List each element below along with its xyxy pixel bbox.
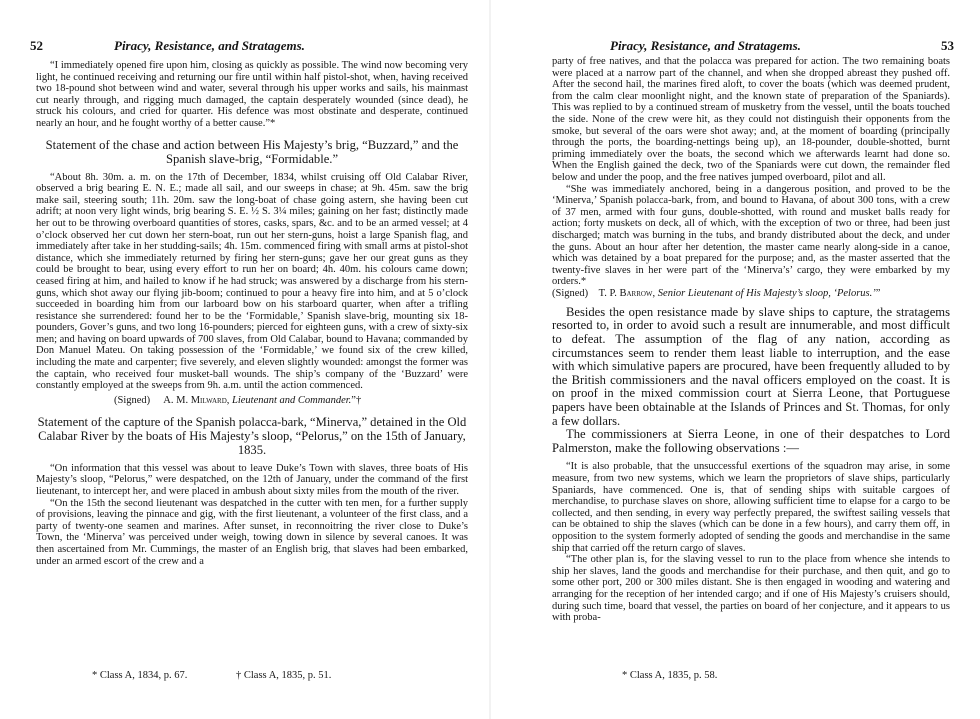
left-page-header [30, 38, 468, 56]
signatory-name: A. M. Milward, [163, 394, 230, 406]
page-number: 53 [941, 38, 954, 53]
right-page-header [552, 38, 954, 56]
signed-label: (Signed) [114, 394, 151, 406]
right-page [490, 0, 980, 719]
running-title: Piracy, Resistance, and Stratagems. [114, 38, 305, 53]
running-title: Piracy, Resistance, and Stratagems. [610, 38, 801, 53]
quote-paragraph: “On information that this vessel was about to leave Duke’s Town with slaves, three boats of His Majesty’s sloop, “Pelorus,” were despatched, on the 12th of January, under the command of the first lieutenant, to intercept her, and were placed in ambush about sixty miles from the mouth of the river. [36, 462, 468, 498]
quote-paragraph: “The other plan is, for the slaving vessel to run to the place from whence she intends to ship her slaves, land the goods and merchandise for their purchase, and then quit, and go to some other port, 200 or 300 miles distant. She is then engaged in wooding and watering and arranging for the reception of her intended cargo; and if one of His Majesty’s cruisers should, during such time, board that vessel, the parties on board of her conjecture, and it appears to us with proba- [552, 554, 950, 624]
quote-paragraph: “I immediately opened fire upon him, closing as quickly as possible. The wind now becoming very light, he continued receiving and returning our fire until within half pistol-shot, when, having received two 18-pound shot between wind and water, several through his upper works and sails, his mainmast cut nearly through, and rigging much damaged, the captain desperately wounded (since dead), he struck his colours, and cried for quarter. His defence was most obstinate and desperate, continued nearly an hour, and he fought worthy of a better cause.”* [36, 60, 468, 129]
footnotes [622, 670, 763, 681]
quote-paragraph: “On the 15th the second lieutenant was despatched in the cutter with ten men, for a further supply of provisions, leaving the pinnace and gig, with the first lieutenant, a volunteer of the first class, and a party of twenty-one seamen and marines. After sunset, in reconnoitring the river close to Duke’s Town, the ‘Minerva’ was perceived under weigh, towing down in silence by several canoes. It was then ascertained from Mr. Cummings, the master of an English brig, that slaves had been embarked, under an armed escort of the crew and a [36, 497, 468, 567]
signature-line [114, 395, 468, 407]
quote-paragraph: “About 8h. 30m. a. m. on the 17th of December, 1834, whilst cruising off Old Calabar River, observed a brig bearing E. N. E.; made all sail, and our sweeps in chase; at 9h. 45m. saw the brig make sail, steering south; 11h. 20m. saw the long-boat of chase going astern, she having been cut adrift; at noon very light winds, brig bearing S. E. ½ S. 3¼ miles; gaining on her fast; distinctly made her out to be throwing overboard quantities of stores, casks, spars, &c. and to be an armed vessel; at 4 o’clock observed her cut down her stern-boat, run out her stern-guns, hoist a large Spanish flag, and immediately after take in her studding-sails; 4h. 15m. commenced firing with small arms at pistol-shot distance, which she immediately returned by firing her stern-guns; gave her our great guns as they could be brought to bear, using every effort to run her on board; 4h. 40m. his colours came down; ceased firing at him, and hailed to know if he had struck; was answered by a discharge from his stern-guns, which shot away our flying jib-boom; continued to pour a heavy fire into him, and at 5 o’clock succeeded in boarding him from our larboard bow on his starboard quarter, when after a trifling resistance she surrendered: found her to be the ‘Formidable,’ Spanish slave-brig, mounting six 18-pounders, Gover’s guns, and two long 16-pounders; pierced for eighteen guns, with a crew of sixty-six men; and having on board upwards of 700 slaves, from Old Calabar, bound to Havana; commanded by Don Manuel Mateu. On taking possession of the ‘Formidable,’ we found six of the crew killed, including the mate and carpenter; five severely, and eleven slightly wounded: amongst the former was the captain, who received four musket-ball wounds. The ship’s company of the ‘Buzzard’ were constantly employed at the sweeps from 9h. a.m. until the action commenced. [36, 171, 468, 392]
body-paragraph: Besides the open resistance made by slave ships to capture, the stratagems resorted to, in order to avoid such a result are innumerable, and most difficult to defeat. The assumption of the flag of any nation, according as circumstances seem to render them least liable to interruption, and the ease with which simulative papers are procured, have been frequently alluded to by the British commissioners and the naval officers employed on the coast. It is on proof in the mixed commission court at Sierra Leone, that Portuguese papers have been obtainable at the Islands of Princes and St. Thomas, for only a few dollars. [552, 304, 950, 428]
section-heading: Statement of the chase and action between His Majesty’s brig, “Buzzard,” and the Spanish slave-brig, “Formidable.” [45, 137, 459, 166]
page-number: 52 [30, 38, 43, 53]
quote-paragraph: party of free natives, and that the polacca was prepared for action. The two remaining boats were placed at a narrow part of the channel, and when she dropped abreast they pushed off. After the second hail, the marines fired aloft, to cover the boats (which was deemed prudent, from the calm clear moonlight night, and the known state of preparation of the Spaniards). This was replied to by a continued stream of musketry from the vessel, until the boats touched the side. None of the crew were hit, as they could not distinguish their opponents from the smoke, but several of the oars were shot away; and, at the moment of boarding (principally through the ports, the boarding-nettings being up), an 18-pounder, double-shotted, burnt priming immediately over the boats, the second which we afterwards learnt had done so. When the English gained the deck, two of the Spaniards were cut down, the remainder fled below and under the poop, and the free natives jumped overboard, pilot and all. [552, 56, 950, 183]
signatory-title: Senior Lieutenant of His Majesty’s sloop, ‘Pelorus.’ [657, 287, 876, 299]
quote-paragraph: “She was immediately anchored, being in a dangerous position, and proved to be the ‘Minerva,’ Spanish polacca-bark, from, and bound to Havana, of about 300 tons, with a crew of 37 men, armed with four guns, double-shotted, with round and musket balls ready for action; forty muskets on deck, all of which, with the exception of two or three, had been just discharged; match was burning in the tubs, and brandy distributed about the deck, and under the guns. About an hour after her detention, the master came nearly along-side in a canoe, which was detained by a boat prepared for the purpose; and, as the master asserted that the twenty-five slaves in her were part of the ‘Minerva’s’ cargo, they were embarked by my orders.* [552, 183, 950, 288]
footnote: * Class A, 1835, p. 58. [622, 670, 718, 681]
body-paragraph: The commissioners at Sierra Leone, in one of their despatches to Lord Palmerston, make the following observations :— [552, 427, 950, 455]
footnotes [92, 670, 377, 681]
signatory-title: Lieutenant and Commander. [232, 394, 352, 406]
footnote: † Class A, 1835, p. 51. [236, 670, 332, 681]
footnote-mark: ”† [351, 394, 362, 406]
signed-label: (Signed) [552, 287, 589, 299]
signatory-name: T. P. Barrow, [598, 287, 656, 299]
footnote: * Class A, 1834, p. 67. [92, 670, 188, 681]
section-heading: Statement of the capture of the Spanish polacca-bark, “Minerva,” detained in the Old Calabar River by the boats of His Majesty’s sloop, “Pelorus,” on the 15th of January, 1835. [37, 414, 467, 457]
signature-line [552, 288, 950, 300]
quote-paragraph: “It is also probable, that the unsuccessful exertions of the squadron may arise, in some measure, from two new systems, which we learn the proprietors of slave ships, particularly Spaniards, have commenced. One is, that of sending ships with suitable cargoes of merchandise, to purchase slaves on shore, allowing sufficient time to elapse for a cargo to be collected, and then sending, in every way perfectly prepared, the swiftest sailing vessels that can be obtained to ship the slaves (which can be done in a few hours), and carry them off, in opposition to the system formerly adopted of sending the goods and merchandise in the same ship that carried off the return cargo of slaves. [552, 461, 950, 554]
footnote-mark: ” [875, 287, 881, 299]
